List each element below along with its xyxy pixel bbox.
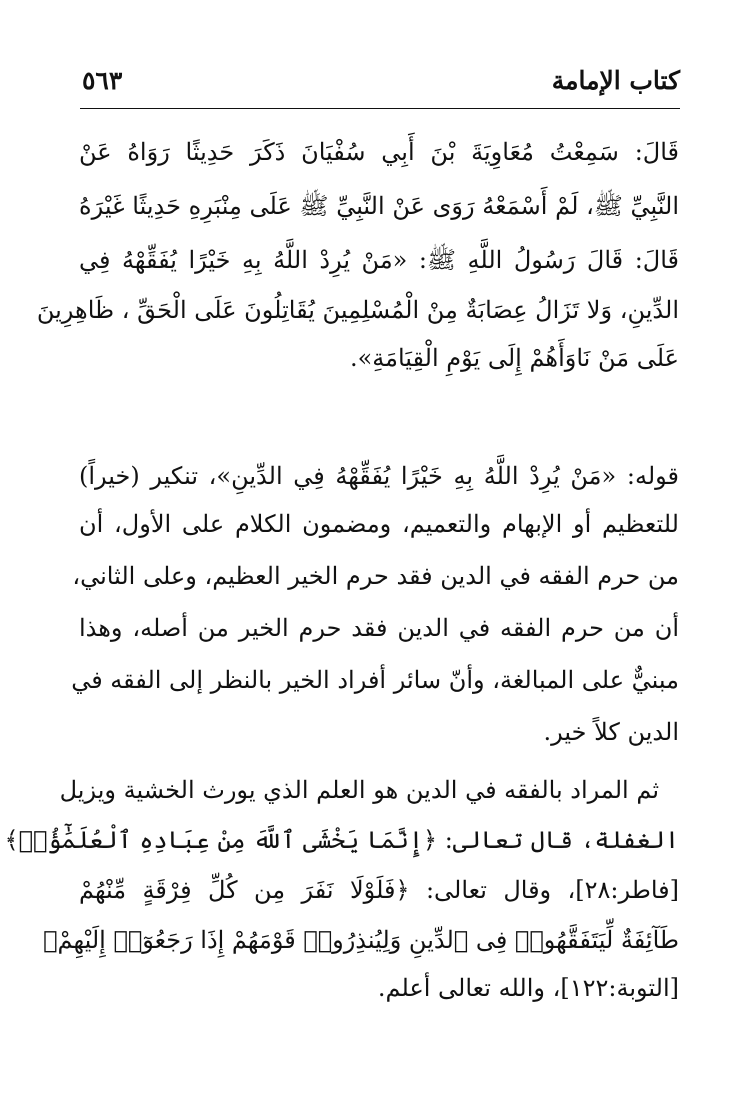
running-title: كتاب الإمامة: [551, 66, 680, 95]
commentary-line: الغفلة، قال تعالى: ﴿إِنَّمَا يَخْشَى ٱللَّهَ مِنْ عِبَادِهِ ٱلْعُلَمَٰٓؤُا۟﴾: [4, 826, 679, 854]
hadith-line: الدِّينِ، وَلا تَزَالُ عِصَابَةٌ مِنْ الْمُسْلِمِينَ يُقَاتِلُونَ عَلَى الْحَقِّ ، ظَاهِرِينَ: [36, 296, 679, 324]
hadith-line: قَالَ: قَالَ رَسُولُ اللَّهِ ﷺ: «مَنْ يُرِدْ اللَّهُ بِهِ خَيْرًا يُفَقِّهْهُ فِي: [79, 246, 679, 274]
commentary-line: مبنيٌّ على المبالغة، وأنّ سائر أفراد الخير بالنظر إلى الفقه في: [71, 666, 679, 694]
page-number: ٥٦٣: [82, 66, 123, 95]
commentary-line: [التوبة:١٢٢]، والله تعالى أعلم.: [377, 974, 679, 1002]
commentary-line: ثم المراد بالفقه في الدين هو العلم الذي يورث الخشية ويزيل: [59, 776, 659, 804]
commentary-line: للتعظيم أو الإبهام والتعميم، ومضمون الكلام على الأول، أن: [79, 510, 679, 538]
commentary-line: الدين كلاً خير.: [543, 718, 679, 746]
commentary-line: قوله: «مَنْ يُرِدْ اللَّهُ بِهِ خَيْرًا يُفَقِّهْهُ فِي الدِّينِ»، تنكير (خيراً): [79, 462, 679, 490]
hadith-line: النَّبِيِّ ﷺ، لَمْ أَسْمَعْهُ رَوَى عَنْ النَّبِيِّ ﷺ عَلَى مِنْبَرِهِ حَدِيثًا غَيْرَهُ: [79, 192, 679, 220]
header-divider: [80, 108, 680, 109]
hadith-line: عَلَى مَنْ نَاوَأَهُمْ إِلَى يَوْمِ الْقِيَامَةِ».: [349, 344, 679, 372]
hadith-line: قَالَ: سَمِعْتُ مُعَاوِيَةَ بْنَ أَبِي سُفْيَانَ ذَكَرَ حَدِيثًا رَوَاهُ عَنْ: [79, 138, 679, 166]
commentary-line: طَآئِفَةٌ لِّيَتَفَقَّهُوا۟ فِى ٱلدِّينِ وَلِيُنذِرُوا۟ قَوْمَهُمْ إِذَا رَجَعُوٓا۟ إِلَيْهِمْ﴾: [43, 926, 679, 954]
commentary-line: من حرم الفقه في الدين فقد حرم الخير العظيم، وعلى الثاني،: [72, 562, 679, 590]
commentary-line: أن من حرم الفقه في الدين فقد حرم الخير من أصله، وهذا: [79, 614, 679, 642]
page-header: [82, 64, 680, 106]
commentary-line: [فاطر:٢٨]، وقال تعالى: ﴿فَلَوْلَا نَفَرَ مِن كُلِّ فِرْقَةٍ مِّنْهُمْ: [79, 876, 679, 904]
